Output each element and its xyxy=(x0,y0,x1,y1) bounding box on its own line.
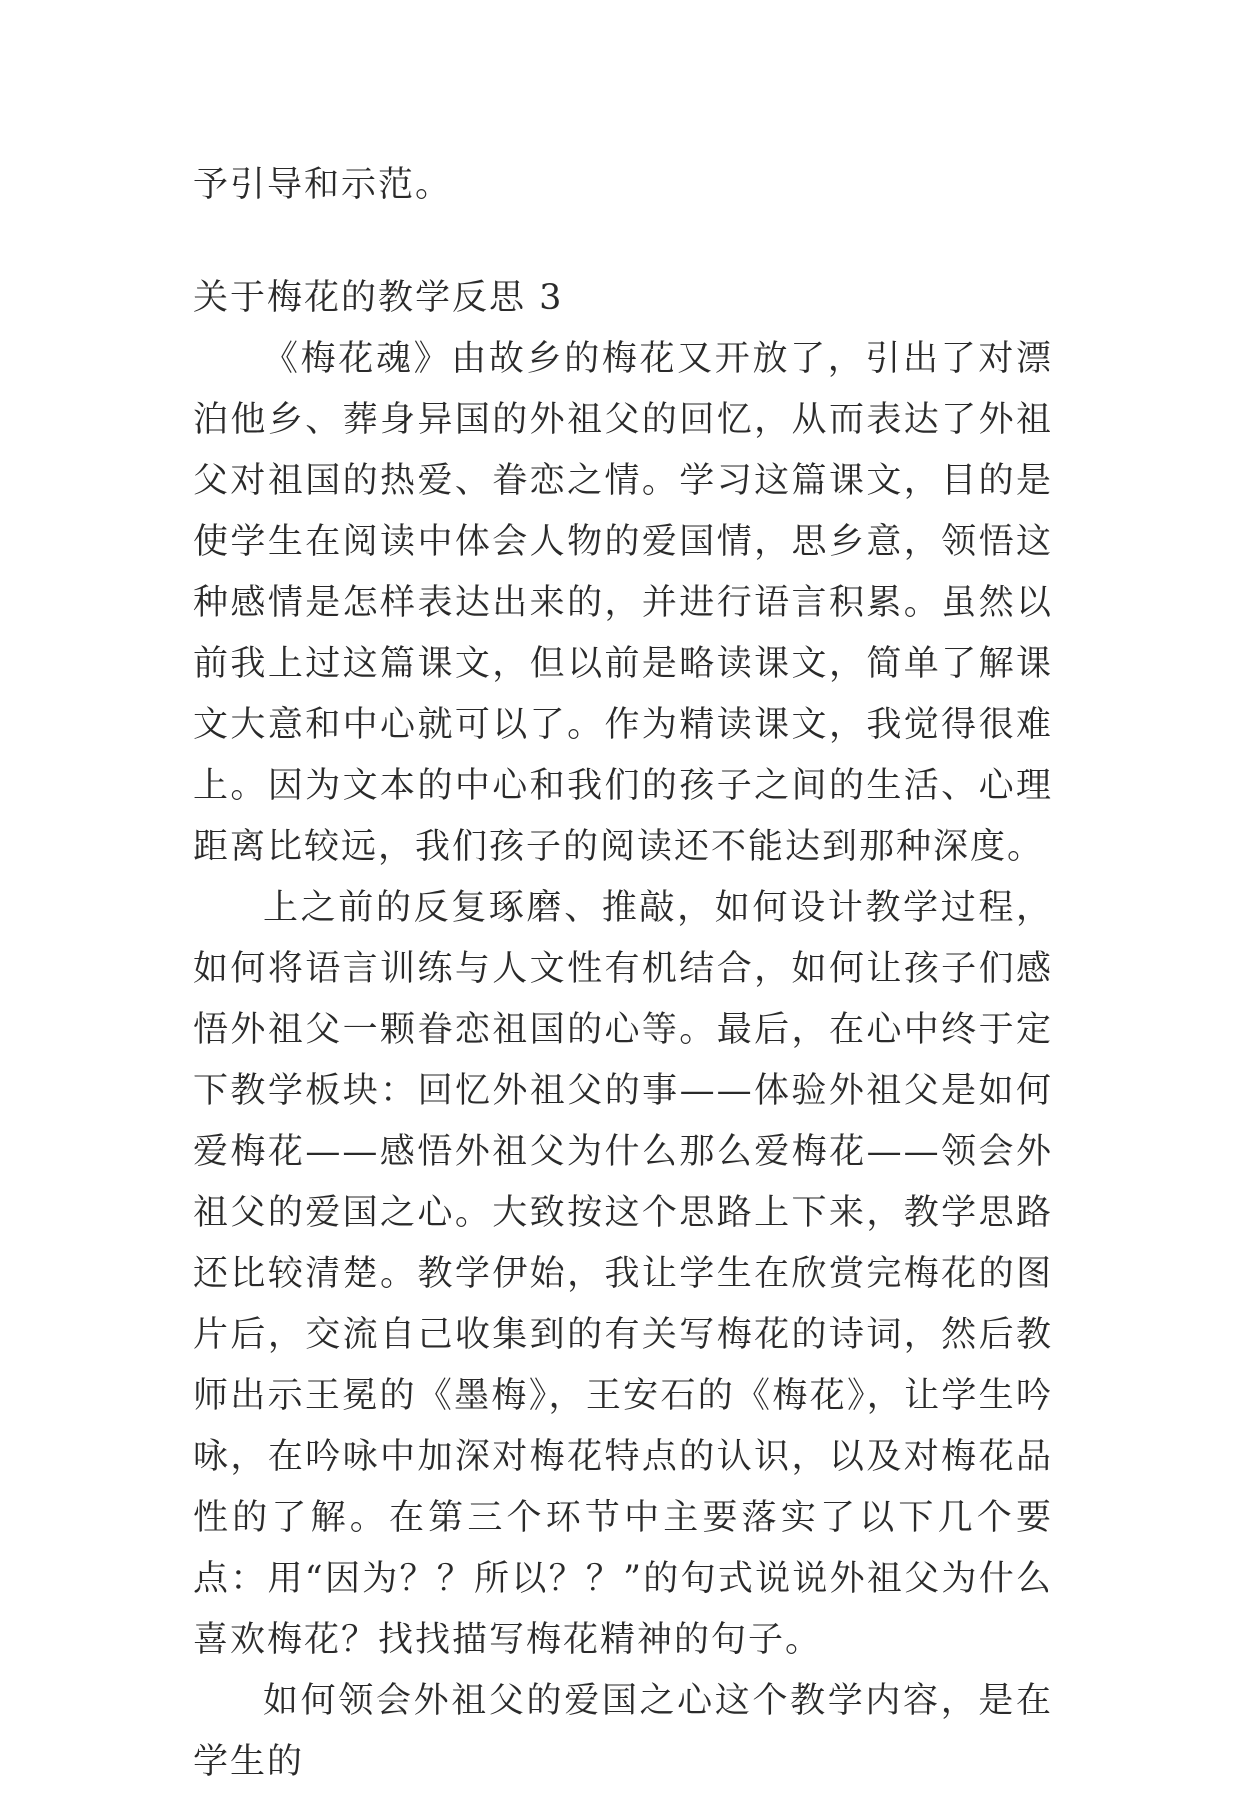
paragraph: 如何领会外祖父的爱国之心这个教学内容，是在学生的 xyxy=(193,1681,1053,1782)
paragraph: 《梅花魂》由故乡的梅花又开放了，引出了对漂泊他乡、葬身异国的外祖父的回忆，从而表达了外祖父对祖国的热爱、眷恋之情。学习这篇课文，目的是使学生在阅读中体会人物的爱国情，思乡意，领悟这种感情是怎样表达出来的，并进行语言积累。虽然以前我上过这篇课文，但以前是略读课文，简单了解课文大意和中心就可以了。作为精读课文，我觉得很难上。因为文本的中心和我们的孩子之间的生活、心理距离比较远，我们孩子的阅读还不能达到那种深度。 xyxy=(193,339,1053,867)
paragraph: 上之前的反复琢磨、推敲，如何设计教学过程，如何将语言训练与人文性有机结合，如何让孩子们感悟外祖父一颗眷恋祖国的心等。最后，在心中终于定下教学板块：回忆外祖父的事——体验外祖父是如何爱梅花——感悟外祖父为什么那么爱梅花——领会外祖父的爱国之心。大致按这个思路上下来，教学思路还比较清楚。教学伊始，我让学生在欣赏完梅花的图片后，交流自己收集到的有关写梅花的诗词，然后教师出示王冕的《墨梅》，王安石的《梅花》，让学生吟咏，在吟咏中加深对梅花特点的认识，以及对梅花品性的了解。在第三个环节中主要落实了以下几个要点：用“因为？？所以？？”的句式说说外祖父为什么喜欢梅花？找找描写梅花精神的句子。 xyxy=(193,888,1053,1660)
body-text xyxy=(193,329,1053,1793)
section-heading: 关于梅花的教学反思 3 xyxy=(193,278,564,318)
continuation-line: 予引导和示范。 xyxy=(193,165,453,205)
